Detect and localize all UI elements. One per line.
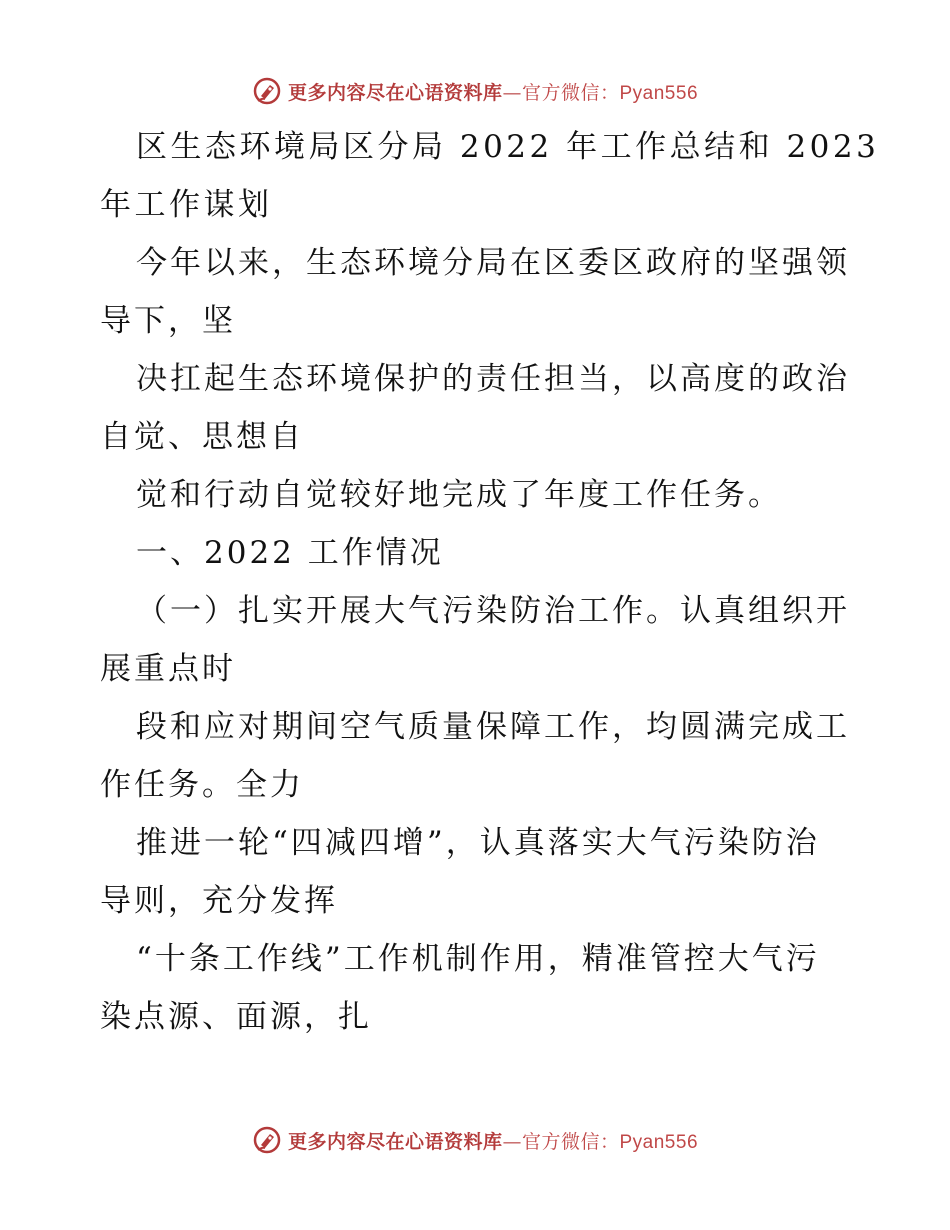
watermark-prefix: 更多内容尽在心语资料库 [287, 1130, 503, 1153]
document-body [100, 118, 880, 1046]
document-text-line: 染点源、面源，扎 [100, 999, 372, 1035]
watermark-prefix: 更多内容尽在心语资料库 [287, 81, 503, 104]
header-watermark-text [288, 78, 698, 105]
watermark-wechat-id: Pyan556 [619, 82, 699, 104]
document-text-line: 自觉、思想自 [100, 419, 304, 455]
document-text-line: 推进一轮“四减四增”，认真落实大气污染防治 [136, 825, 820, 861]
footer-watermark-text [288, 1127, 698, 1154]
watermark-wechat-label: 官方微信： [521, 1130, 620, 1153]
document-text-line: （一）扎实开展大气污染防治工作。认真组织开 [136, 593, 850, 629]
watermark-wechat-label: 官方微信： [521, 81, 620, 104]
document-text-line: 觉和行动自觉较好地完成了年度工作任务。 [136, 477, 782, 513]
watermark-wechat-id: Pyan556 [619, 1131, 699, 1153]
document-text-line: 展重点时 [100, 651, 236, 687]
document-text-line: “十条工作线”工作机制作用，精准管控大气污 [136, 941, 820, 977]
document-text-line: 作任务。全力 [100, 767, 304, 803]
document-paragraphs [100, 234, 860, 1046]
header-watermark-banner [0, 71, 950, 111]
document-text-line: 导则，充分发挥 [100, 883, 338, 919]
document-title-line-1: 区生态环境局区分局 2022 年工作总结和 2023 [136, 129, 880, 165]
pen-nib-logo-icon [252, 1125, 282, 1155]
document-text-line: 段和应对期间空气质量保障工作，均圆满完成工 [136, 709, 850, 745]
pen-nib-logo-icon [252, 76, 282, 106]
footer-watermark-banner [0, 1120, 950, 1160]
watermark-separator: — [502, 1130, 522, 1153]
document-text-line: 今年以来，生态环境分局在区委区政府的坚强领 [136, 245, 850, 281]
document-title-line-2: 年工作谋划 [100, 187, 273, 223]
watermark-separator: — [502, 81, 522, 104]
document-text-line: 导下，坚 [100, 303, 236, 339]
document-text-line: 一、2022 工作情况 [136, 535, 444, 571]
document-text-line: 决扛起生态环境保护的责任担当，以高度的政治 [136, 361, 850, 397]
